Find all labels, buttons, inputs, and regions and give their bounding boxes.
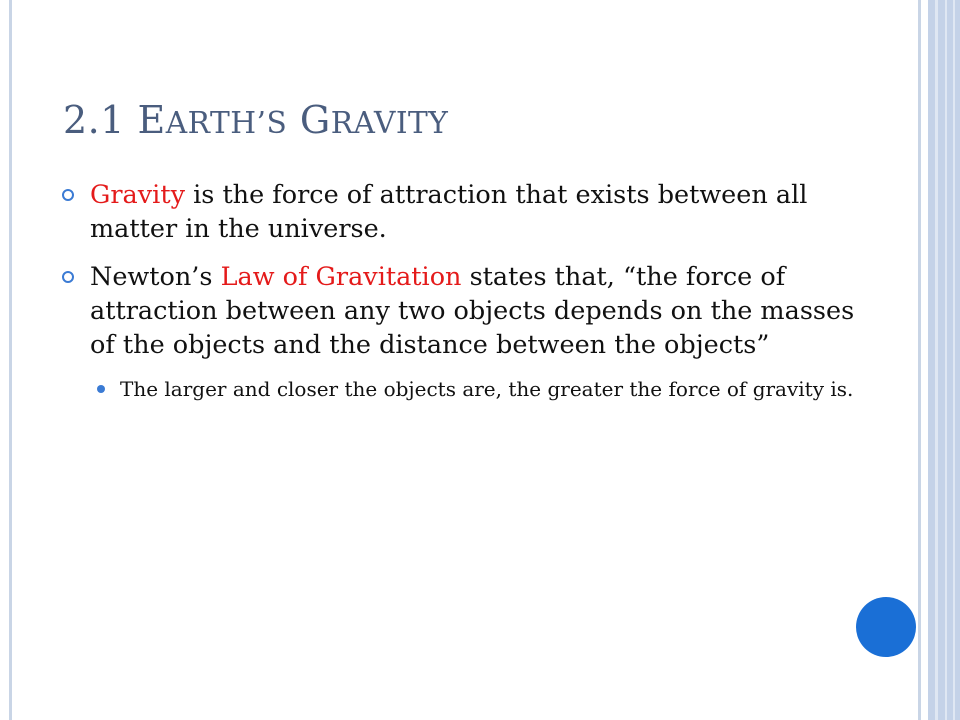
bullet-dot-icon — [97, 385, 105, 393]
bullet-item — [60, 178, 860, 246]
bullet-text-before: Newton’s — [90, 262, 221, 292]
decorative-stripe — [935, 0, 938, 720]
slide-title — [63, 98, 883, 142]
decorative-circle — [856, 597, 916, 657]
bullet-text-after: states that, “the force of attraction between any two objects depends on the masses of the objects and the distance between the objects” — [90, 262, 855, 360]
sub-bullet-text: The larger and closer the objects are, the greater the force of gravity is. — [120, 377, 854, 401]
bullet-ring-icon — [62, 189, 74, 201]
sub-bullet-item — [94, 374, 860, 404]
bullet-ring-icon — [62, 271, 74, 283]
slide-frame-right-line — [918, 0, 921, 720]
decorative-stripe — [945, 0, 947, 720]
slide-body — [60, 178, 860, 404]
decorative-stripe — [953, 0, 955, 720]
title-word1-suffix: S — [266, 105, 288, 140]
title-apostrophe: ’ — [256, 105, 267, 140]
highlight-term: Law of Gravitation — [220, 262, 462, 292]
decorative-stripes — [928, 0, 960, 720]
bullet-item — [60, 260, 860, 362]
title-prefix: 2.1 — [63, 98, 138, 142]
title-word1-rest: ARTH — [165, 105, 257, 140]
bullet-text: is the force of attraction that exists between all matter in the universe. — [90, 180, 808, 244]
title-word2-initial: G — [299, 98, 331, 142]
slide-frame-left-line — [9, 0, 12, 720]
highlight-term: Gravity — [90, 180, 185, 210]
title-word1-initial: E — [137, 98, 166, 142]
title-word2-rest: RAVITY — [330, 105, 449, 140]
